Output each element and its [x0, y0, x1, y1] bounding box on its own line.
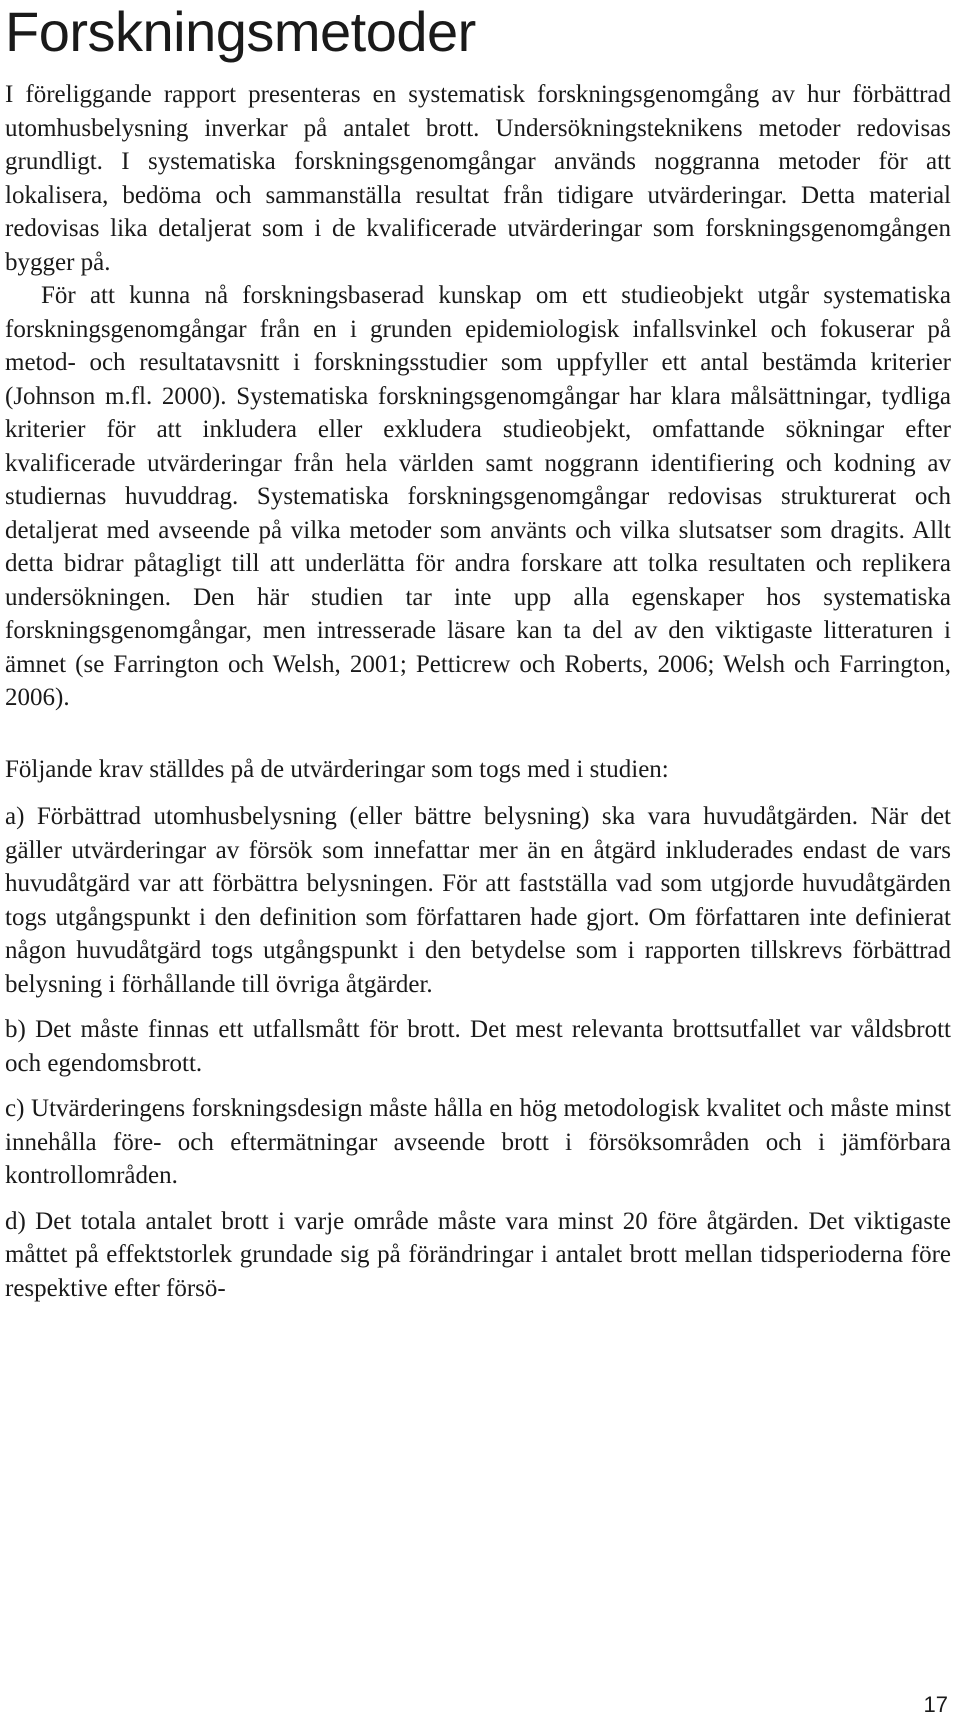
document-page	[5, 0, 951, 1305]
requirement-item-a: a) Förbättrad utomhusbelysning (eller bättre belysning) ska vara huvudåtgärden. När det gäller utvärderingar av försök som innefattar mer än en åtgärd inkluderades endast de vars huvudåtgärd var att förbättra belysningen. För att fastställa vad som utgjorde huvudåtgärden togs utgångspunkt i den definition som författaren hade gjort. Om författaren inte definierat någon huvudåtgärd togs utgångspunkt i den betydelse som i rapporten tillskrevs förbättrad belysning i förhållande till övriga åtgärder.	[5, 803, 951, 998]
paragraph-intro: I föreliggande rapport presenteras en systematisk forskningsgenomgång av hur förbättrad utomhusbelysning inverkar på antalet brott. Undersökningsteknikens metoder redovisas grundligt. I systematiska forskningsgenomgångar används noggranna metoder för att lokalisera, bedöma och sammanställa resultat från tidigare utvärderingar. Detta material redovisas lika detaljerat som i de kvalificerade utvärderingar som forskningsgenomgången bygger på.	[5, 81, 951, 276]
requirements-intro: Följande krav ställdes på de utvärderingar som togs med i studien:	[5, 755, 669, 783]
page-title: Forskningsmetoder	[5, 0, 476, 63]
requirement-item-b: b) Det måste finnas ett utfallsmått för brott. Det mest relevanta brottsutfallet var våldsbrott och egendomsbrott.	[5, 1016, 951, 1077]
requirements-list	[5, 800, 951, 1305]
paragraph-method: För att kunna nå forskningsbaserad kunskap om ett studieobjekt utgår systematiska forskningsgenomgångar från en i grunden epidemiologisk infallsvinkel och fokuserar på metod- och resultatavsnitt i forskningsstudier som uppfyller ett antal bestämda kriterier (Johnson m.fl. 2000). Systematiska forskningsgenomgångar har klara målsättningar, tydliga kriterier för att inkludera eller exkludera studieobjekt, omfattande sökningar efter kvalificerade utvärderingar från hela världen samt noggrann identifiering och kodning av studiernas huvuddrag. Systematiska forskningsgenomgångar redovisas strukturerat och detaljerat med avseende på vilka metoder som använts och vilka slutsatser som dragits. Allt detta bidrar påtagligt till att underlätta för andra forskare att tolka resultaten och replikera undersökningen. Den här studien tar inte upp alla egenskaper hos systematiska forskningsgenomgångar, men intresserade läsare kan ta del av den viktigaste litteraturen i ämnet (se Farrington och Welsh, 2001; Petticrew och Roberts, 2006; Welsh och Farrington, 2006).	[5, 282, 951, 711]
requirement-item-c: c) Utvärderingens forskningsdesign måste hålla en hög metodologisk kvalitet och måste minst innehålla före- och eftermätningar avseende brott i försöksområden och i jämförbara kontrollområden.	[5, 1095, 951, 1189]
page-number: 17	[923, 1692, 948, 1717]
requirement-item-d: d) Det totala antalet brott i varje område måste vara minst 20 före åtgärden. Det viktigaste måttet på effektstorlek grundade sig på förändringar i antalet brott mellan tidsperioderna före respektive efter försö-	[5, 1207, 951, 1302]
